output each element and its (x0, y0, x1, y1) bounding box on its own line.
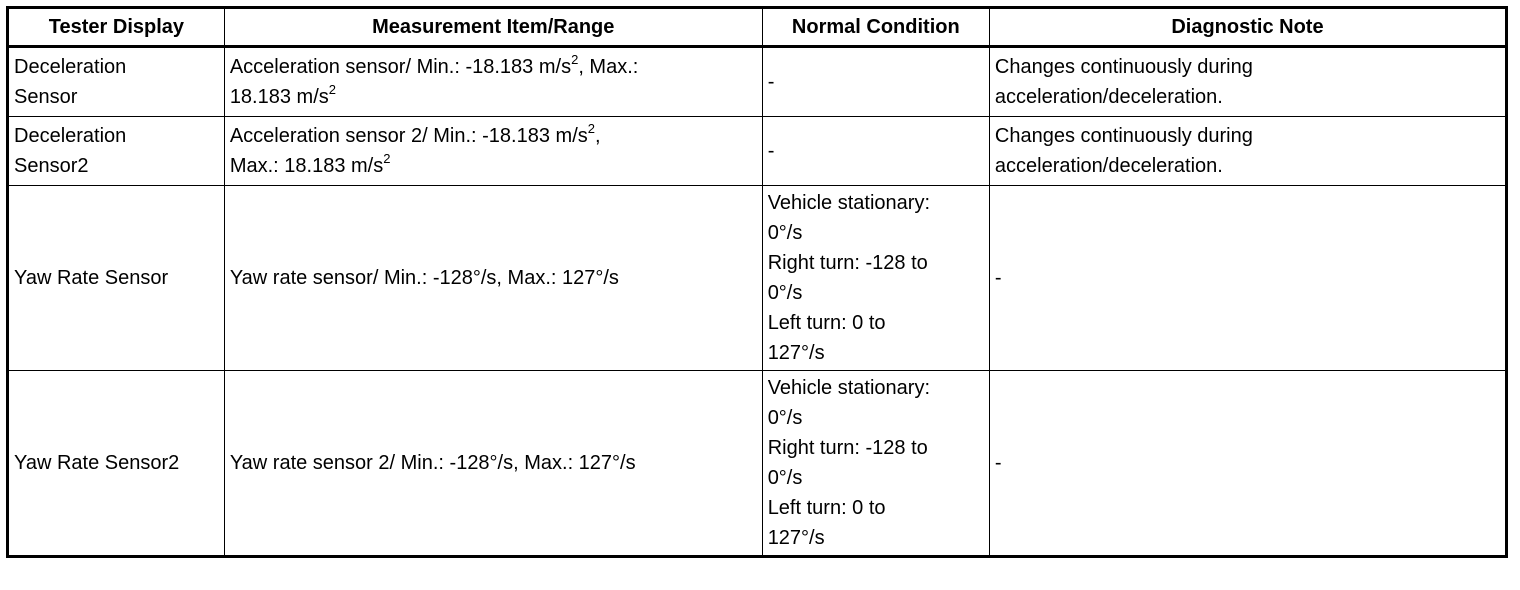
tester-display-cell: Deceleration Sensor2 (8, 117, 225, 186)
diagnostic-note-cell: - (989, 186, 1506, 371)
table-row (8, 47, 1507, 117)
normal-condition-cell: - (762, 117, 989, 186)
diagnostic-note-cell: - (989, 371, 1506, 557)
data-list-table (6, 6, 1508, 558)
normal-condition-cell: - (762, 47, 989, 117)
normal-condition-cell: Vehicle stationary: 0°/s Right turn: -128 to 0°/s Left turn: 0 to 127°/s (762, 371, 989, 557)
diagnostic-note-cell: Changes continuously during acceleration/deceleration. (989, 47, 1506, 117)
table-row (8, 117, 1507, 186)
measurement-cell: Acceleration sensor 2/ Min.: -18.183 $m/s^2$, Max.: 18.183 $m/s^2$ (224, 117, 762, 186)
table-row (8, 371, 1507, 557)
measurement-cell: Yaw rate sensor/ Min.: -128°/s, Max.: 127°/s (224, 186, 762, 371)
table-row (8, 186, 1507, 371)
measurement-cell: Acceleration sensor/ Min.: -18.183 $m/s^2$, Max.: 18.183 $m/s^2$ (224, 47, 762, 117)
header-normal-condition: Normal Condition (762, 8, 989, 47)
header-tester-display: Tester Display (8, 8, 225, 47)
header-diagnostic-note: Diagnostic Note (989, 8, 1506, 47)
tester-display-cell: Yaw Rate Sensor (8, 186, 225, 371)
measurement-cell: Yaw rate sensor 2/ Min.: -128°/s, Max.: 127°/s (224, 371, 762, 557)
tester-display-cell: Yaw Rate Sensor2 (8, 371, 225, 557)
normal-condition-cell: Vehicle stationary: 0°/s Right turn: -128 to 0°/s Left turn: 0 to 127°/s (762, 186, 989, 371)
diagnostic-note-cell: Changes continuously during acceleration/deceleration. (989, 117, 1506, 186)
document-page (6, 6, 1508, 558)
tester-display-cell: Deceleration Sensor (8, 47, 225, 117)
table-header-row (8, 8, 1507, 47)
header-measurement-item: Measurement Item/Range (224, 8, 762, 47)
